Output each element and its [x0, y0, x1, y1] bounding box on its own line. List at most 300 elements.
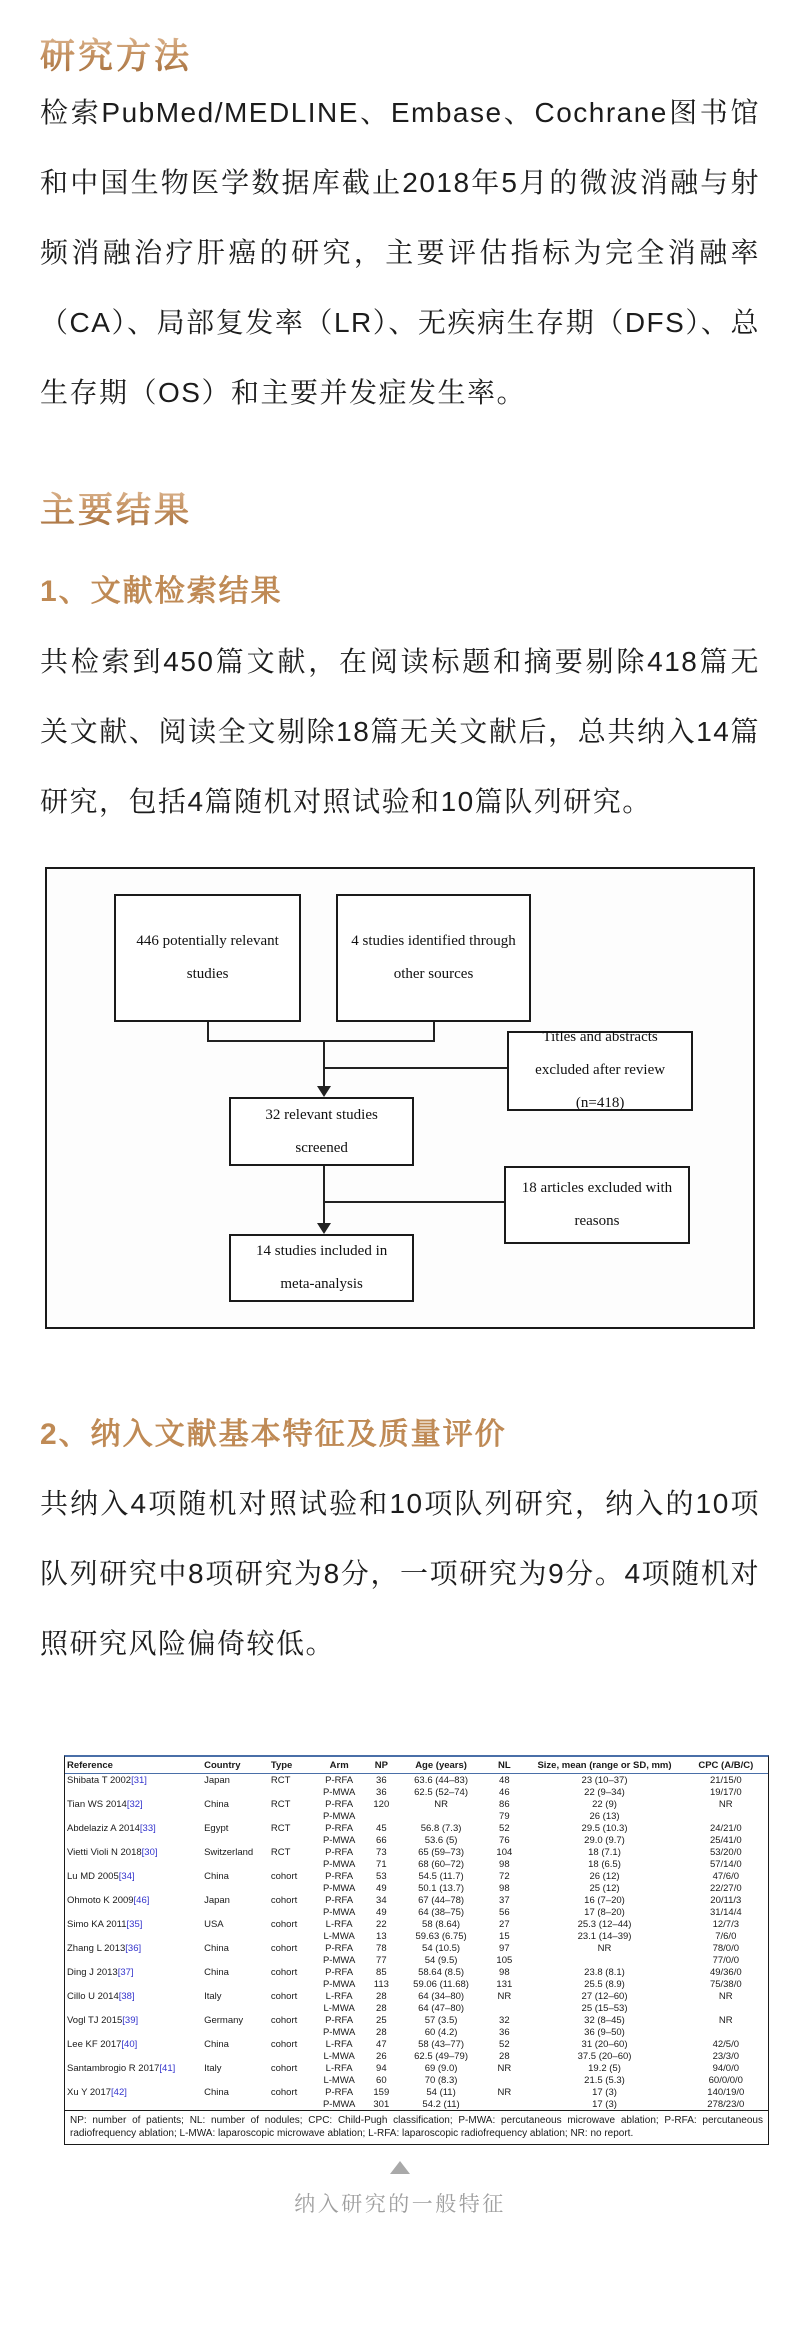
- table-cell: P-RFA: [325, 2087, 354, 2098]
- table-cell: 71: [376, 1858, 387, 1870]
- reference-cell: [65, 2027, 202, 2039]
- reference-cell: [65, 1966, 202, 1979]
- table-row: [65, 1798, 768, 1811]
- table-cell: 60 (4.2): [424, 2026, 458, 2038]
- table-cell: P-RFA: [325, 1799, 354, 1810]
- table-cell: RCT: [270, 1775, 291, 1786]
- quality-assessment-paragraph: 共纳入4项随机对照试验和10项队列研究，纳入的10项队列研究中8项研究为8分，一项研究为9分。4项随机对照研究风险偏倚较低。: [40, 1488, 760, 1659]
- table-cell: 47: [376, 2039, 387, 2050]
- table-cell: Switzerland: [204, 1847, 254, 1858]
- reference-text: Ohmoto K 2009: [67, 1895, 134, 1906]
- table-cell: [269, 1955, 315, 1967]
- table-cell: P-MWA: [322, 2098, 356, 2110]
- table-cell: 54.5 (11.7): [418, 1871, 464, 1882]
- table-row: [65, 1942, 768, 1955]
- table-cell: 26 (13): [589, 1810, 620, 1822]
- figure-footer: [0, 2161, 800, 2218]
- table-body: [65, 1774, 768, 2111]
- reference-text: Lee KF 2017: [67, 2039, 122, 2050]
- table-cell: 159: [373, 2087, 390, 2098]
- table-row: [65, 1990, 768, 2003]
- citation-link: [35]: [126, 1919, 143, 1930]
- table-cell: [269, 2075, 315, 2087]
- table-cell: 62.5 (52–74): [414, 1786, 468, 1798]
- citation-link: [33]: [139, 1823, 156, 1834]
- table-cell: 69 (9.0): [424, 2063, 458, 2074]
- table-cell: 57/14/0: [709, 1858, 742, 1870]
- table-cell: 79: [499, 1810, 510, 1822]
- table-cell: 26 (12): [589, 1871, 620, 1882]
- citation-link: [34]: [118, 1871, 135, 1882]
- table-cell: cohort: [270, 1943, 298, 1954]
- table-cell: [483, 2003, 525, 2015]
- table-cell: P-RFA: [325, 1967, 354, 1978]
- reference-text: Santambrogio R 2017: [67, 2063, 160, 2074]
- table-cell: NR: [434, 1799, 448, 1810]
- table-cell: 32 (8–45): [584, 2015, 625, 2026]
- table-cell: 77: [376, 1954, 387, 1966]
- reference-cell: [65, 1990, 202, 2003]
- table-cell: 50.1 (13.7): [418, 1882, 465, 1894]
- reference-cell: [65, 1811, 202, 1823]
- reference-cell: [65, 2062, 202, 2075]
- table-cell: 54.2 (11): [422, 2098, 460, 2110]
- reference-cell: [65, 1979, 202, 1991]
- subsection-1-title: 1、文献检索结果: [40, 575, 283, 608]
- table-cell: China: [204, 1967, 229, 1978]
- table-cell: 48: [499, 1775, 510, 1786]
- table-cell: L-MWA: [323, 2002, 355, 2014]
- table-cell: 27 (12–60): [581, 1991, 628, 2002]
- reference-cell: [65, 2014, 202, 2027]
- column-header: NP: [364, 1757, 399, 1774]
- table-cell: China: [204, 2087, 229, 2098]
- table-cell: [525, 1955, 683, 1967]
- reference-cell: [65, 1846, 202, 1859]
- table-cell: 78: [376, 1943, 387, 1954]
- table-cell: 98: [499, 1858, 510, 1870]
- table-row: [65, 1870, 768, 1883]
- connector-line: [323, 1067, 507, 1069]
- table-cell: [269, 2099, 315, 2111]
- reference-text: Shibata T 2002: [67, 1775, 132, 1786]
- table-cell: 29.5 (10.3): [581, 1823, 628, 1834]
- table-row: [65, 2099, 768, 2111]
- table-cell: [202, 2075, 269, 2087]
- reference-text: Vietti Violi N 2018: [67, 1847, 142, 1858]
- reference-cell: [65, 1835, 202, 1847]
- table-cell: 17 (3): [592, 2098, 617, 2110]
- table-cell: P-MWA: [322, 2026, 356, 2038]
- table-cell: [269, 1811, 315, 1823]
- table-row: [65, 1894, 768, 1907]
- table-cell: China: [204, 1943, 229, 1954]
- table-cell: 19/17/0: [709, 1786, 742, 1798]
- table-cell: [684, 2027, 768, 2039]
- table-cell: L-MWA: [323, 2074, 355, 2086]
- table-cell: 18 (7.1): [588, 1847, 621, 1858]
- table-cell: P-MWA: [322, 1810, 356, 1822]
- table-cell: NR: [718, 1991, 733, 2002]
- table-cell: 20/11/3: [710, 1895, 742, 1906]
- table-cell: 16 (7–20): [584, 1895, 625, 1906]
- table-row: [65, 1907, 768, 1919]
- table-cell: L-RFA: [325, 1919, 353, 1930]
- table-cell: L-RFA: [325, 2063, 353, 2074]
- table-row: [65, 2086, 768, 2099]
- results-title: 主要结果: [40, 491, 193, 530]
- table-cell: 32: [499, 2015, 510, 2026]
- table-cell: [202, 1835, 269, 1847]
- table-cell: NR: [718, 1799, 733, 1810]
- reference-cell: [65, 2051, 202, 2063]
- table-row: [65, 1835, 768, 1847]
- table-row: [65, 2038, 768, 2051]
- reference-text: Lu MD 2005: [67, 1871, 119, 1882]
- table-cell: 29.0 (9.7): [584, 1834, 625, 1846]
- table-cell: 66: [376, 1834, 387, 1846]
- reference-cell: [65, 2075, 202, 2087]
- table-cell: Japan: [204, 1775, 230, 1786]
- table-cell: 36: [376, 1775, 387, 1786]
- table-cell: 53/20/0: [709, 1847, 742, 1858]
- table-cell: 64 (47–80): [418, 2002, 465, 2014]
- table-cell: 34: [376, 1895, 387, 1906]
- table-cell: China: [204, 1871, 229, 1882]
- table-cell: P-MWA: [322, 1834, 356, 1846]
- reference-cell: [65, 1894, 202, 1907]
- table-cell: 21/15/0: [709, 1775, 742, 1786]
- collapse-triangle-icon: [390, 2161, 410, 2174]
- table-cell: 56: [499, 1906, 510, 1918]
- arrow-down-icon: [317, 1086, 331, 1097]
- table-cell: [269, 1787, 315, 1799]
- table-cell: 70 (8.3): [424, 2074, 458, 2086]
- methods-paragraph: 检索PubMed/MEDLINE、Embase、Cochrane图书馆和中国生物医学数据库截止2018年5月的微波消融与射频消融治疗肝癌的研究，主要评估指标为完全消融率（CA）、局部复发率（LR）、无疾病生存期（DFS）、总生存期（OS）和主要并发症发生率。: [40, 97, 760, 408]
- table-cell: 28: [499, 2050, 510, 2062]
- column-header: Type: [269, 1757, 315, 1774]
- table-cell: China: [204, 1799, 229, 1810]
- table-cell: cohort: [270, 1895, 298, 1906]
- table-cell: 31/14/4: [709, 1906, 742, 1918]
- table-row: [65, 2027, 768, 2039]
- table-row: [65, 1859, 768, 1871]
- table-cell: 49: [376, 1906, 387, 1918]
- column-header: NL: [483, 1757, 525, 1774]
- table-cell: 37.5 (20–60): [577, 2050, 632, 2062]
- table-cell: 23.8 (8.1): [584, 1967, 625, 1978]
- table-cell: 75/38/0: [709, 1978, 742, 1990]
- table-cell: 53: [376, 1871, 387, 1882]
- table-cell: [202, 1787, 269, 1799]
- methods-title: 研究方法: [40, 37, 193, 76]
- table-cell: P-MWA: [322, 1786, 356, 1798]
- reference-text: Vogl TJ 2015: [67, 2015, 123, 2026]
- reference-cell: [65, 2086, 202, 2099]
- table-cell: 59.63 (6.75): [415, 1930, 467, 1942]
- table-cell: [269, 1835, 315, 1847]
- table-cell: [684, 2003, 768, 2015]
- table-cell: 64 (38–75): [418, 1906, 465, 1918]
- table-cell: 113: [373, 1978, 389, 1990]
- reference-cell: [65, 1918, 202, 1931]
- table-cell: P-MWA: [322, 1978, 356, 1990]
- table-cell: [202, 1859, 269, 1871]
- table-cell: 26: [376, 2050, 387, 2062]
- table-cell: 131: [496, 1978, 513, 1990]
- table-cell: 301: [373, 2098, 390, 2110]
- table-cell: 36 (9–50): [584, 2026, 625, 2038]
- literature-search-paragraph: 共检索到450篇文献，在阅读标题和摘要剔除418篇无关文献、阅读全文剔除18篇无关文献后，总共纳入14篇研究，包括4篇随机对照试验和10篇队列研究。: [40, 645, 760, 817]
- reference-text: Tian WS 2014: [67, 1799, 127, 1810]
- table-cell: 25 (15–53): [581, 2002, 628, 2014]
- table-cell: P-MWA: [322, 1882, 356, 1894]
- connector-line: [323, 1201, 504, 1203]
- reference-cell: [65, 1942, 202, 1955]
- table-cell: 60/0/0/0: [708, 2074, 743, 2086]
- reference-text: Ding J 2013: [67, 1967, 118, 1978]
- table-cell: 13: [376, 1930, 387, 1942]
- prisma-flow-diagram: [45, 867, 755, 1329]
- table-cell: 105: [496, 1954, 513, 1966]
- table-cell: [269, 2051, 315, 2063]
- flow-box-included-meta-analysis: 14 studies included in meta-analysis: [229, 1234, 414, 1302]
- reference-cell: [65, 1774, 202, 1787]
- table-cell: 46: [499, 1786, 510, 1798]
- table-cell: [202, 1979, 269, 1991]
- flow-box-articles-excluded: 18 articles excluded with reasons: [504, 1166, 690, 1244]
- table-cell: 73: [376, 1847, 387, 1858]
- table-cell: 47/6/0: [712, 1871, 739, 1882]
- table-cell: [364, 1811, 399, 1823]
- table-cell: Italy: [204, 2063, 222, 2074]
- table-cell: [269, 2027, 315, 2039]
- table-cell: 25: [376, 2015, 387, 2026]
- citation-link: [30]: [141, 1847, 158, 1858]
- reference-cell: [65, 1822, 202, 1835]
- table-cell: China: [204, 2039, 229, 2050]
- table-cell: P-RFA: [325, 1775, 354, 1786]
- table-cell: 49: [376, 1882, 387, 1894]
- table-row: [65, 1787, 768, 1799]
- table-cell: NR: [497, 1991, 512, 2002]
- column-header: CPC (A/B/C): [684, 1757, 768, 1774]
- table-cell: L-MWA: [323, 2050, 355, 2062]
- table-cell: NR: [718, 2015, 733, 2026]
- reference-text: Simo KA 2011: [67, 1919, 127, 1930]
- figure-caption: 纳入研究的一般特征: [294, 2193, 506, 2216]
- table-cell: 58.64 (8.5): [418, 1967, 465, 1978]
- table-cell: [269, 1883, 315, 1895]
- table-cell: [483, 2099, 525, 2111]
- table-cell: 7/6/0: [715, 1930, 737, 1942]
- table-cell: [202, 1811, 269, 1823]
- table-cell: 22 (9–34): [584, 1786, 625, 1798]
- table-cell: cohort: [270, 1919, 298, 1930]
- table-cell: L-RFA: [325, 2039, 353, 2050]
- table-cell: cohort: [270, 2063, 298, 2074]
- table-cell: 85: [376, 1967, 387, 1978]
- table-cell: 15: [499, 1930, 510, 1942]
- table-row: [65, 2051, 768, 2063]
- table-footnote: NP: number of patients; NL: number of nodules; CPC: Child-Pugh classification; P-MWA: percutaneous microwave ablation; P-RFA: percutaneous radiofrequency ablation; L-MWA: laparoscopic microwave ablation; L-RFA: laparoscopic radiofrequency ablation; NR: no report.: [65, 2110, 768, 2144]
- reference-cell: [65, 2099, 202, 2111]
- table-row: [65, 1846, 768, 1859]
- citation-link: [31]: [131, 1775, 147, 1786]
- table-cell: [202, 2099, 269, 2111]
- table-cell: 63.6 (44–83): [414, 1775, 468, 1786]
- table-cell: P-MWA: [322, 1954, 356, 1966]
- table-cell: P-RFA: [325, 1823, 354, 1834]
- table-cell: 140/19/0: [707, 2087, 745, 2098]
- table-cell: L-MWA: [323, 1930, 355, 1942]
- table-cell: 22: [376, 1919, 387, 1930]
- table-cell: 31 (20–60): [581, 2039, 628, 2050]
- table-cell: 28: [376, 1991, 387, 2002]
- reference-cell: [65, 2003, 202, 2015]
- table-cell: 49/36/0: [709, 1967, 742, 1978]
- flow-box-studies-screened: 32 relevant studies screened: [229, 1097, 414, 1166]
- connector-line: [323, 1166, 325, 1229]
- table-cell: 54 (9.5): [424, 1954, 458, 1966]
- table-cell: 53.6 (5): [424, 1834, 458, 1846]
- table-cell: 72: [499, 1871, 510, 1882]
- table-cell: Egypt: [204, 1823, 229, 1834]
- table-cell: 98: [499, 1967, 510, 1978]
- subsection-2-title: 2、纳入文献基本特征及质量评价: [40, 1417, 507, 1451]
- table-cell: 59.06 (11.68): [413, 1978, 469, 1990]
- citation-link: [39]: [122, 2015, 139, 2026]
- table-cell: 94: [376, 2063, 387, 2074]
- table-row: [65, 1979, 768, 1991]
- table-cell: 98: [499, 1882, 510, 1894]
- table-cell: 97: [499, 1943, 510, 1954]
- table-cell: 25/41/0: [709, 1834, 742, 1846]
- table-cell: 54 (11): [426, 2087, 456, 2098]
- table-cell: 56.8 (7.3): [420, 1823, 462, 1834]
- reference-cell: [65, 1883, 202, 1895]
- table-cell: 86: [499, 1799, 510, 1810]
- reference-cell: [65, 1870, 202, 1883]
- study-characteristics-table: [64, 1755, 769, 2145]
- table-cell: [269, 1931, 315, 1943]
- arrow-down-icon: [317, 1223, 331, 1234]
- reference-text: Cillo U 2014: [67, 1991, 119, 2002]
- table-cell: cohort: [270, 1871, 298, 1882]
- table-cell: NR: [497, 2063, 512, 2074]
- table-row: [65, 1918, 768, 1931]
- table-cell: [202, 1955, 269, 1967]
- citation-link: [37]: [117, 1967, 134, 1978]
- connector-line: [323, 1040, 325, 1092]
- table-cell: 17 (8–20): [584, 1906, 625, 1918]
- table-cell: P-MWA: [322, 1906, 356, 1918]
- table-cell: 58 (43–77): [418, 2039, 465, 2050]
- table-row: [65, 1931, 768, 1943]
- table-cell: 19.2 (5): [588, 2063, 621, 2074]
- reference-cell: [65, 1798, 202, 1811]
- table-cell: 94/0/0: [712, 2063, 739, 2074]
- table-cell: cohort: [270, 1967, 298, 1978]
- table-cell: 22 (9): [592, 1799, 617, 1810]
- table-cell: 28: [376, 2026, 387, 2038]
- table-cell: 65 (59–73): [418, 1847, 465, 1858]
- table-cell: 21.5 (5.3): [584, 2074, 625, 2086]
- table-row: [65, 1966, 768, 1979]
- table-row: [65, 2075, 768, 2087]
- reference-cell: [65, 2038, 202, 2051]
- table-cell: [202, 1907, 269, 1919]
- table-cell: 23/3/0: [712, 2050, 739, 2062]
- table-cell: cohort: [270, 2015, 298, 2026]
- methods-section-header: [40, 36, 760, 78]
- table-row: [65, 1955, 768, 1967]
- table-cell: 77/0/0: [712, 1954, 739, 1966]
- table-cell: [269, 2003, 315, 2015]
- table-cell: [684, 1811, 768, 1823]
- table-header-row: [65, 1757, 768, 1774]
- results-section-header: [40, 490, 760, 532]
- table-cell: 36: [376, 1786, 387, 1798]
- column-header: Country: [202, 1757, 269, 1774]
- table-cell: 58 (8.64): [422, 1919, 461, 1930]
- table-cell: 60: [376, 2074, 387, 2086]
- column-header: Size, mean (range or SD, mm): [525, 1757, 683, 1774]
- table-row: [65, 2003, 768, 2015]
- flow-box-other-sources: 4 studies identified through other sources: [336, 894, 530, 1022]
- table-cell: [399, 1811, 483, 1823]
- table-cell: Japan: [204, 1895, 230, 1906]
- table-cell: 104: [496, 1847, 513, 1858]
- table-cell: P-RFA: [325, 1847, 354, 1858]
- column-header: Reference: [65, 1757, 202, 1774]
- table-cell: cohort: [270, 2087, 298, 2098]
- table-cell: 76: [499, 1834, 510, 1846]
- table-cell: cohort: [270, 2039, 298, 2050]
- table-cell: 28: [376, 2002, 387, 2014]
- citation-link: [36]: [125, 1943, 142, 1954]
- table-cell: [483, 2075, 525, 2087]
- table-cell: RCT: [270, 1847, 291, 1858]
- citation-link: [32]: [126, 1799, 143, 1810]
- table-cell: P-RFA: [325, 1871, 354, 1882]
- connector-line: [207, 1040, 435, 1042]
- table-cell: [269, 1907, 315, 1919]
- citation-link: [40]: [121, 2039, 138, 2050]
- table-cell: RCT: [270, 1799, 291, 1810]
- table-cell: [202, 2003, 269, 2015]
- table-cell: 36: [499, 2026, 510, 2038]
- reference-text: Abdelaziz A 2014: [67, 1823, 140, 1834]
- reference-cell: [65, 1859, 202, 1871]
- table-cell: [269, 1859, 315, 1871]
- table-row: [65, 1811, 768, 1823]
- reference-text: Xu Y 2017: [67, 2087, 112, 2098]
- table-cell: P-MWA: [322, 1858, 356, 1870]
- table-cell: 68 (60–72): [418, 1858, 465, 1870]
- table-cell: 23 (10–37): [581, 1775, 628, 1786]
- table-cell: 54 (10.5): [422, 1943, 461, 1954]
- table-cell: 52: [499, 2039, 510, 2050]
- table-cell: Germany: [204, 2015, 244, 2026]
- table-cell: RCT: [270, 1823, 291, 1834]
- table-cell: 278/23/0: [707, 2098, 745, 2110]
- table-row: [65, 2062, 768, 2075]
- table-cell: 25.5 (8.9): [584, 1978, 625, 1990]
- table-cell: 22/27/0: [709, 1882, 742, 1894]
- reference-text: Zhang L 2013: [67, 1943, 126, 1954]
- table-cell: 23.1 (14–39): [577, 1930, 632, 1942]
